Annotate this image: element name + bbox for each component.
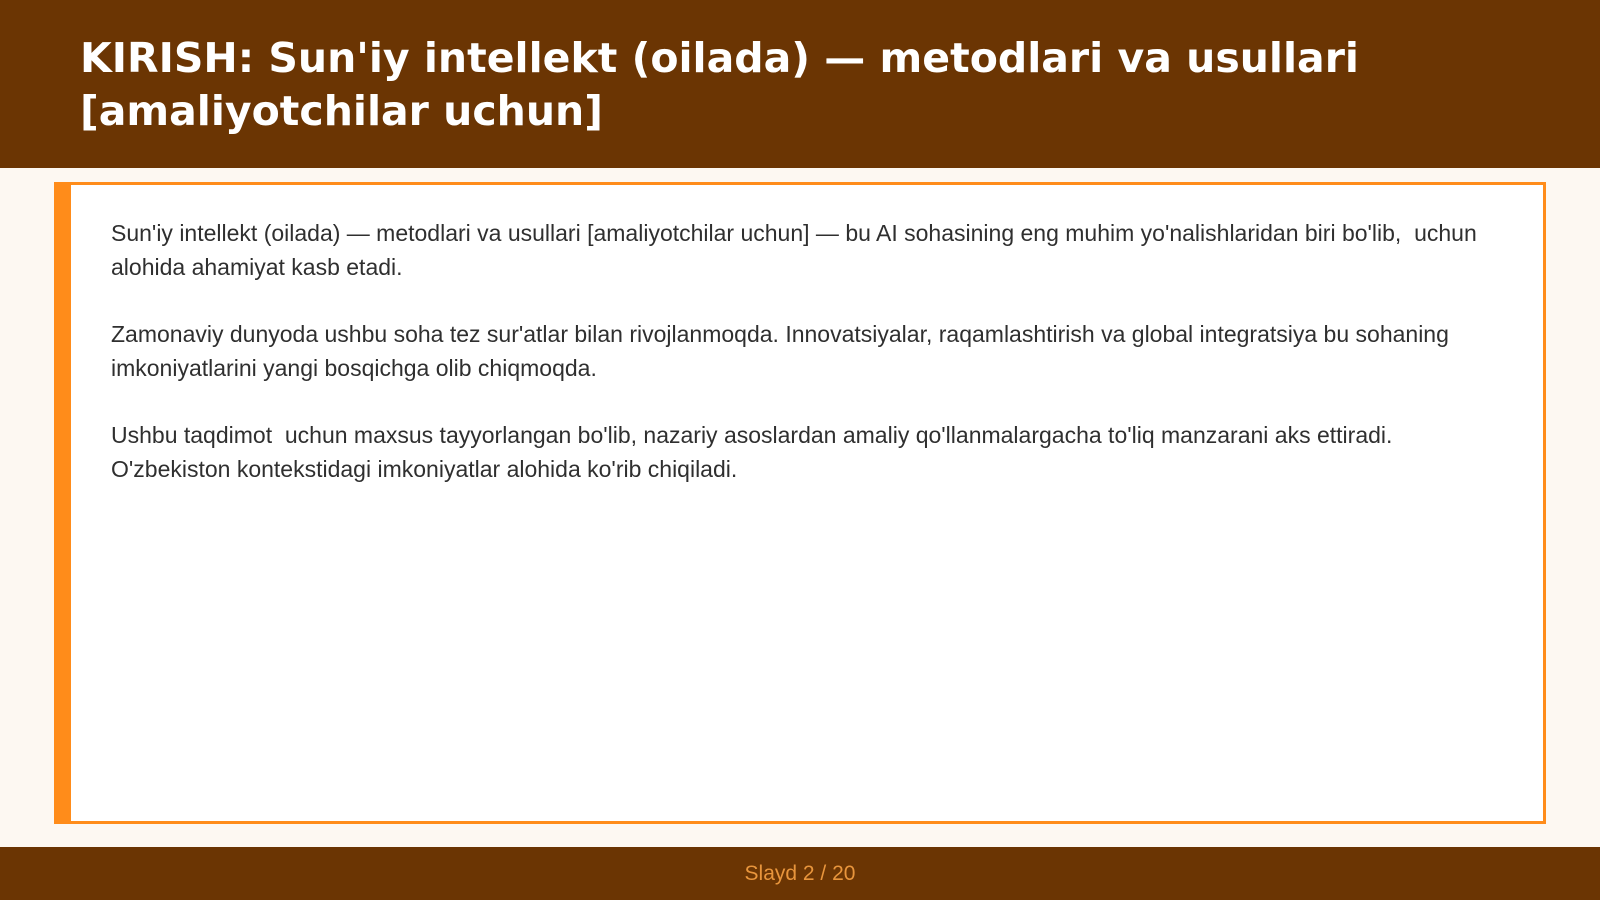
slide-header	[0, 0, 1600, 168]
paragraph-presentation: Ushbu taqdimot uchun maxsus tayyorlangan bo'lib, nazariy asoslardan amaliy qo'llanmalargacha to'liq manzarani aks ettiradi. O'zbekiston kontekstidagi imkoniyatlar alohida ko'rib chiqiladi.	[111, 422, 1399, 482]
content-card	[54, 182, 1546, 824]
slide-counter: Slayd 2 / 20	[744, 861, 856, 885]
slide-footer	[0, 847, 1600, 900]
paragraph-modern-world: Zamonaviy dunyoda ushbu soha tez sur'atlar bilan rivojlanmoqda. Innovatsiyalar, raqamlashtirish va global integratsiya bu sohaning imkoniyatlarini yangi bosqichga olib chiqmoqda.	[111, 321, 1456, 381]
slide-title: KIRISH: Sun'iy intellekt (oilada) — metodlari va usullari [amaliyotchilar uchun]	[80, 34, 1359, 135]
paragraph-intro: Sun'iy intellekt (oilada) — metodlari va usullari [amaliyotchilar uchun] — bu AI sohasining eng muhim yo'nalishlaridan biri bo'lib, uchun alohida ahamiyat kasb etadi.	[111, 220, 1484, 280]
